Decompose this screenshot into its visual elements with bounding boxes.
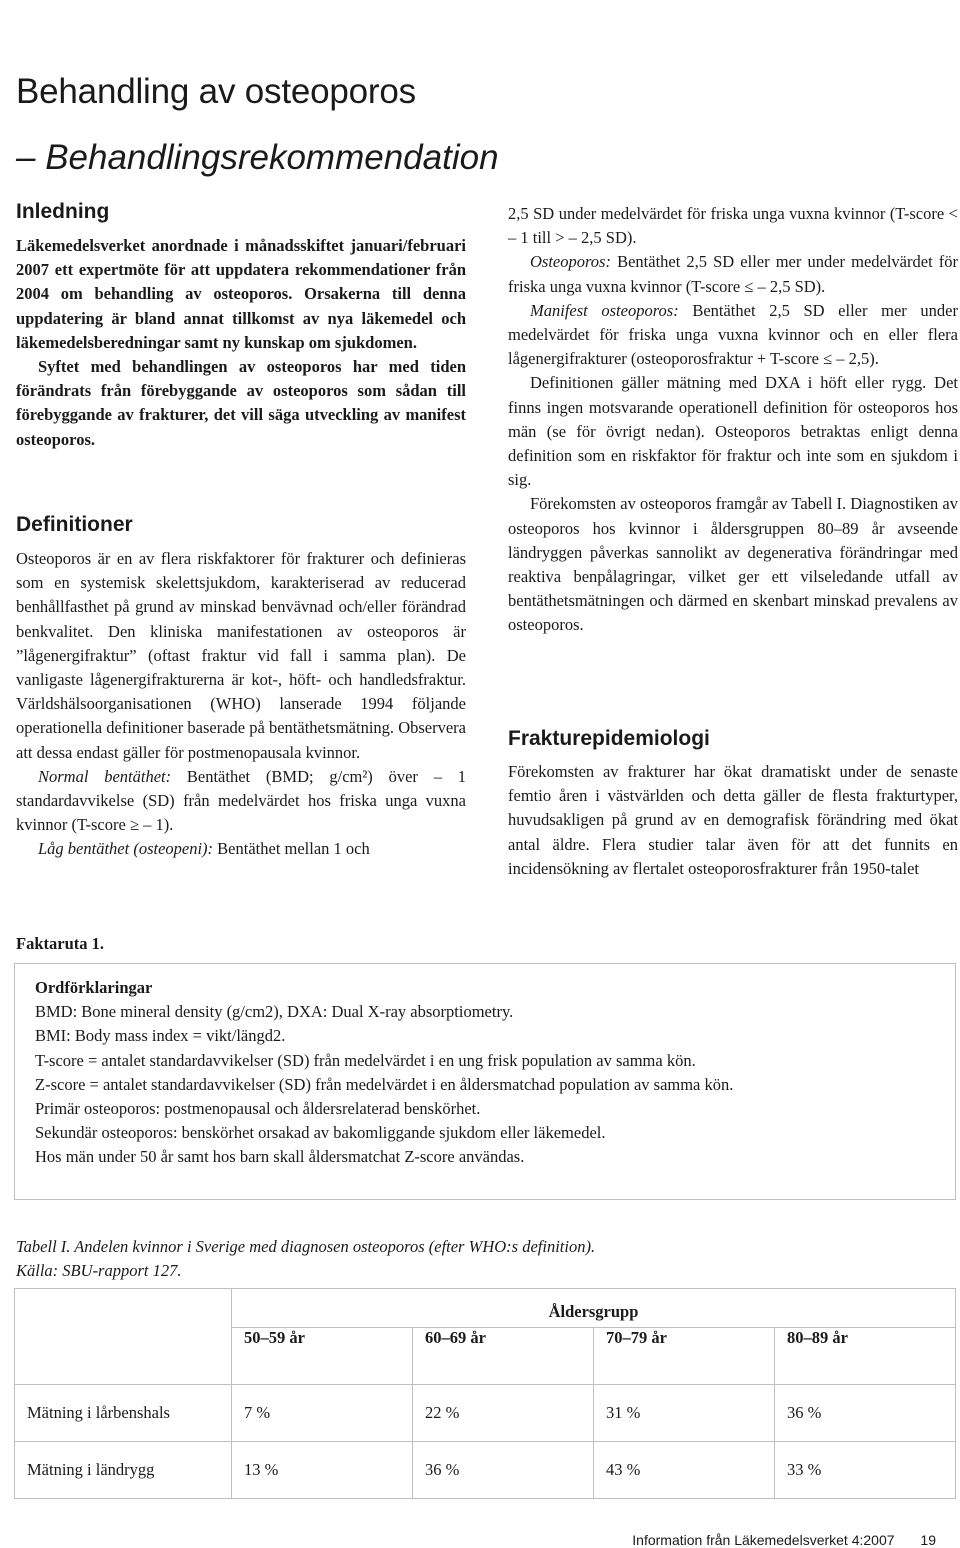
table-cell: 31 %	[594, 1384, 775, 1441]
table-column-header: 60–69 år	[413, 1328, 594, 1385]
manifest-osteoporos-definition	[508, 299, 958, 372]
faktaruta-line: BMD: Bone mineral density (g/cm2), DXA: Dual X-ray absorptiometry.	[35, 1002, 514, 1022]
page-title: Behandling av osteoporos	[16, 72, 416, 111]
faktaruta-line: Z-score = antalet standardavvikelser (SD) från medelvärdet i en åldersmatchad population av samma kön.	[35, 1074, 734, 1094]
table-cell: 43 %	[594, 1441, 775, 1498]
manifest-osteoporos-text: Bentäthet 2,5 SD eller mer under medelvärdet för friska unga vuxna kvinnor och en eller flera lågenergifrakturer (osteoporosfraktur + T-score ≤ – 2,5).	[508, 300, 958, 369]
table-cell: 22 %	[413, 1384, 594, 1441]
table-column-header: 50–59 år	[232, 1328, 413, 1385]
normal-bentathet-text: Bentäthet (BMD; g/cm²) över – 1 standardavvikelse (SD) från medelvärdet hos friska unga vuxna kvinnor (T-score ≥ – 1).	[16, 766, 466, 835]
osteoporos-prevalens-table	[14, 1288, 956, 1499]
page-footer	[632, 1532, 936, 1548]
osteoporos-label: Osteoporos:	[530, 252, 611, 272]
osteoporos-text: Bentäthet 2,5 SD eller mer under medelvärdet för friska unga vuxna kvinnor (T-score ≤ – 2,5 SD).	[508, 252, 958, 296]
page-subtitle: – Behandlingsrekommendation	[16, 138, 499, 177]
lag-bentathet-definition	[16, 837, 466, 861]
faktaruta-label: Faktaruta 1.	[16, 934, 104, 953]
table-corner-cell	[15, 1328, 232, 1385]
footer-source: Information från Läkemedelsverket 4:2007	[632, 1532, 895, 1548]
table-group-header: Åldersgrupp	[232, 1289, 956, 1328]
table-corner-cell	[15, 1289, 232, 1328]
table-group-header-row	[15, 1289, 956, 1328]
faktaruta-box	[14, 963, 956, 1200]
lag-bentathet-text: Bentäthet mellan 1 och	[213, 839, 370, 859]
osteoporos-definition	[508, 250, 958, 298]
definitioner-continued	[508, 202, 958, 638]
inledning-paragraph-1: Läkemedelsverket anordnade i månadsskiftet januari/februari 2007 ett expertmöte för att uppdatera rekommendationer från 2004 om behandling av osteoporos. Orsakerna till denna uppdatering är bland annat tillkomst av nya läkemedel och läkemedelsberedningar samt ny kunskap om sjukdomen.	[16, 236, 466, 352]
table-row	[15, 1384, 956, 1441]
table-column-header: 70–79 år	[594, 1328, 775, 1385]
table-caption-source: Källa: SBU-rapport 127.	[16, 1261, 182, 1280]
faktaruta-line: Primär osteoporos: postmenopausal och åldersrelaterad benskörhet.	[35, 1099, 481, 1119]
inledning-section	[16, 234, 466, 452]
frakturepidemiologi-paragraph: Förekomsten av frakturer har ökat dramatiskt under de senaste femtio åren i västvärlden och detta gäller de flesta frakturtyper, huvudsakligen på grund av en demografisk förändring med ökat antal äldre. Flera studier talar även för att det funnits en incidensökning av flertalet osteoporosfrakturer från 1950-talet	[508, 762, 958, 878]
heading-definitioner: Definitioner	[16, 513, 133, 536]
table-row-label: Mätning i lårbenshals	[15, 1384, 232, 1441]
faktaruta-heading: Ordförklaringar	[35, 978, 153, 997]
inledning-paragraph-2: Syftet med behandlingen av osteoporos har med tiden förändrats från förebyggande av osteoporos som sådan till förebyggande av frakturer, det vill säga utveckling av manifest osteoporos.	[16, 357, 466, 449]
definitioner-paragraph: Osteoporos är en av flera riskfaktorer för frakturer och definieras som en systemisk skelettsjukdom, karakteriserad av reducerad benhållfasthet på grund av minskad benvävnad och/eller förändrad benkvalitet. Den kliniska manifestationen av osteoporos är ”lågenergifraktur” (oftast fraktur vid fall i samma plan). De vanligaste lågenergifrakturerna är kot-, höft- och handledsfraktur. Världshälsoorganisationen (WHO) lanserade 1994 följande operationella definitioner baserade på bentäthetsmätning. Observera att dessa endast gäller för postmenopausala kvinnor.	[16, 549, 466, 762]
normal-bentathet-label: Normal bentäthet:	[38, 766, 172, 786]
table-row	[15, 1441, 956, 1498]
table-caption-title: Tabell I. Andelen kvinnor i Sverige med diagnosen osteoporos (efter WHO:s definition).	[16, 1237, 596, 1256]
table-column-header: 80–89 år	[775, 1328, 956, 1385]
faktaruta-line: Hos män under 50 år samt hos barn skall åldersmatchat Z-score användas.	[35, 1147, 525, 1167]
heading-frakturepidemiologi: Frakturepidemiologi	[508, 727, 710, 750]
table-cell: 7 %	[232, 1384, 413, 1441]
page-number: 19	[920, 1532, 936, 1548]
manifest-osteoporos-label: Manifest osteoporos:	[530, 300, 679, 320]
heading-inledning: Inledning	[16, 200, 110, 223]
definitioner-section	[16, 547, 466, 862]
table-cell: 33 %	[775, 1441, 956, 1498]
forekomst-paragraph: Förekomsten av osteoporos framgår av Tabell I. Diagnostiken av osteoporos hos kvinnor i åldersgruppen 80–89 år avseende ländryggen påverkas sannolikt av degenerativa förändringar med reaktiva benpålagringar, vilket ger ett vilseledande utfall av bentäthetsmätningen och därmed en skenbart minskad prevalens av osteoporos.	[508, 494, 958, 635]
normal-bentathet-definition	[16, 765, 466, 838]
lag-bentathet-label: Låg bentäthet (osteopeni):	[38, 839, 214, 859]
definition-scope-paragraph: Definitionen gäller mätning med DXA i höft eller rygg. Det finns ingen motsvarande operationell definition för osteoporos hos män (se för övrigt nedan). Osteoporos betraktas enligt denna definition som en riskfaktor för fraktur och inte som en sjukdom i sig.	[508, 373, 958, 490]
table-cell: 36 %	[775, 1384, 956, 1441]
table-caption	[16, 1235, 595, 1283]
faktaruta-content	[35, 976, 733, 1170]
table-cell: 13 %	[232, 1441, 413, 1498]
faktaruta-line: BMI: Body mass index = vikt/längd2.	[35, 1026, 286, 1046]
frakturepidemiologi-section	[508, 760, 958, 881]
faktaruta-line: T-score = antalet standardavvikelser (SD) från medelvärdet i en ung frisk population av samma kön.	[35, 1050, 696, 1070]
table-header-row	[15, 1328, 956, 1385]
table-row-label: Mätning i ländrygg	[15, 1441, 232, 1498]
lag-bentathet-continued: 2,5 SD under medelvärdet för friska unga vuxna kvinnor (T-score < – 1 till > – 2,5 SD).	[508, 204, 958, 248]
table-cell: 36 %	[413, 1441, 594, 1498]
faktaruta-line: Sekundär osteoporos: benskörhet orsakad av bakomliggande sjukdom eller läkemedel.	[35, 1123, 606, 1143]
